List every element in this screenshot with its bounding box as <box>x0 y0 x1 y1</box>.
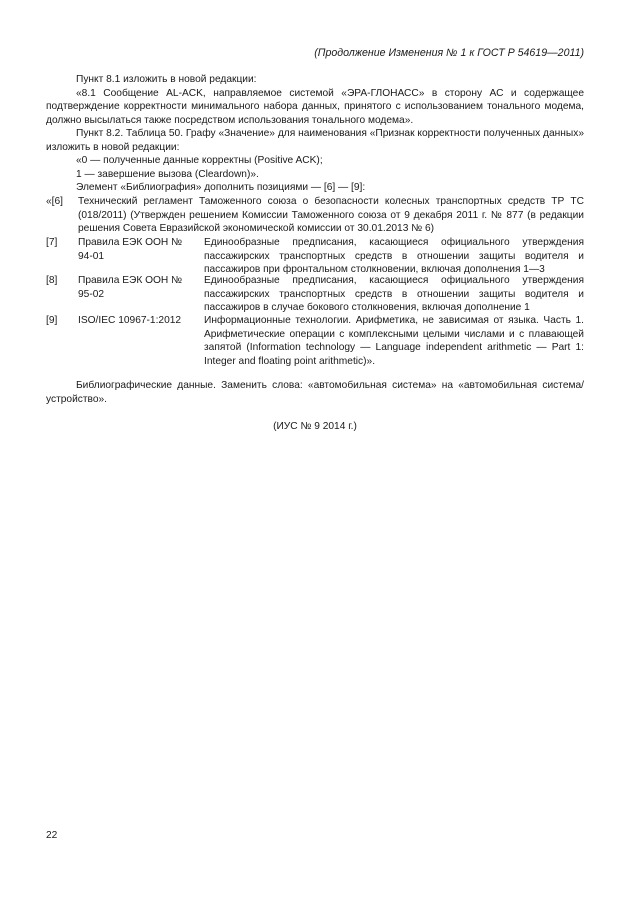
paragraph-item-8-1-text: «8.1 Сообщение AL-ACK, направляемое системой «ЭРА-ГЛОНАСС» в сторону АС и содержащее подтверждение корректности минимального набора данных, принятого с использованием тонального модема, должно высылаться также посредством использования тонального модема». <box>46 87 584 126</box>
reference-name: Правила ЕЭК ООН № 95-02 <box>78 275 183 300</box>
ius-reference: (ИУС № 9 2014 г.) <box>273 421 357 432</box>
reference-description: Информационные технологии. Арифметика, не зависимая от языка. Часть 1. Арифметические операции с комплексными целыми числами и с плавающей запятой (Information technology — Language independent arithmetic — Part 1: Integer and floating point arithmetic)». <box>204 315 584 367</box>
reference-number: [8] <box>46 275 58 286</box>
bibliographic-data-block <box>46 379 584 406</box>
reference-number: [7] <box>46 237 58 248</box>
value-line-1: 1 — завершение вызова (Cleardown)». <box>76 168 259 180</box>
bibliographic-data-text: Библиографические данные. Заменить слова: «автомобильная система» на «автомобильная система/устройство». <box>46 380 584 405</box>
reference-row <box>46 274 584 316</box>
continuation-note: (Продолжение Изменения № 1 к ГОСТ Р 54619—2011) <box>314 47 584 59</box>
reference-row <box>46 314 584 370</box>
reference-description: Единообразные предписания, касающиеся официального утверждения пассажирских транспортных средств в отношении защиты водителя и пассажиров при фронтальном столкновении, включая дополнения 1—3 <box>204 237 584 275</box>
page-number: 22 <box>46 830 58 841</box>
reference-row <box>46 236 584 278</box>
bibliography-intro: Элемент «Библиография» дополнить позициями — [6] — [9]: <box>76 182 366 193</box>
reference-description: Единообразные предписания, касающиеся официального утверждения пассажирских транспортных средств в отношении защиты водителя и пассажиров в случае бокового столкновения, включая дополнение 1 <box>204 275 584 313</box>
body-text <box>46 73 584 195</box>
reference-description: Технический регламент Таможенного союза о безопасности колесных транспортных средств ТР ТС (018/2011) (Утвержден решением Комиссии Таможенного союза от 9 декабря 2011 г. № 877 (в редакции решения Совета Евразийской экономической комиссии от 30.01.2013 № 6) <box>78 196 584 234</box>
value-line-0: «0 — полученные данные корректны (Positive ACK); <box>76 155 323 166</box>
reference-name: ISO/IEC 10967-1:2012 <box>78 315 182 326</box>
reference-name: Правила ЕЭК ООН № 94-01 <box>78 237 183 262</box>
reference-row <box>46 195 584 237</box>
paragraph-item-8-2: Пункт 8.2. Таблица 50. Графу «Значение» для наименования «Признак корректности полученных данных» изложить в новой редакции: <box>46 128 584 153</box>
reference-number: [9] <box>46 315 58 326</box>
reference-number: «[6] <box>46 196 63 207</box>
paragraph-item-8-1-heading: Пункт 8.1 изложить в новой редакции: <box>76 74 257 85</box>
